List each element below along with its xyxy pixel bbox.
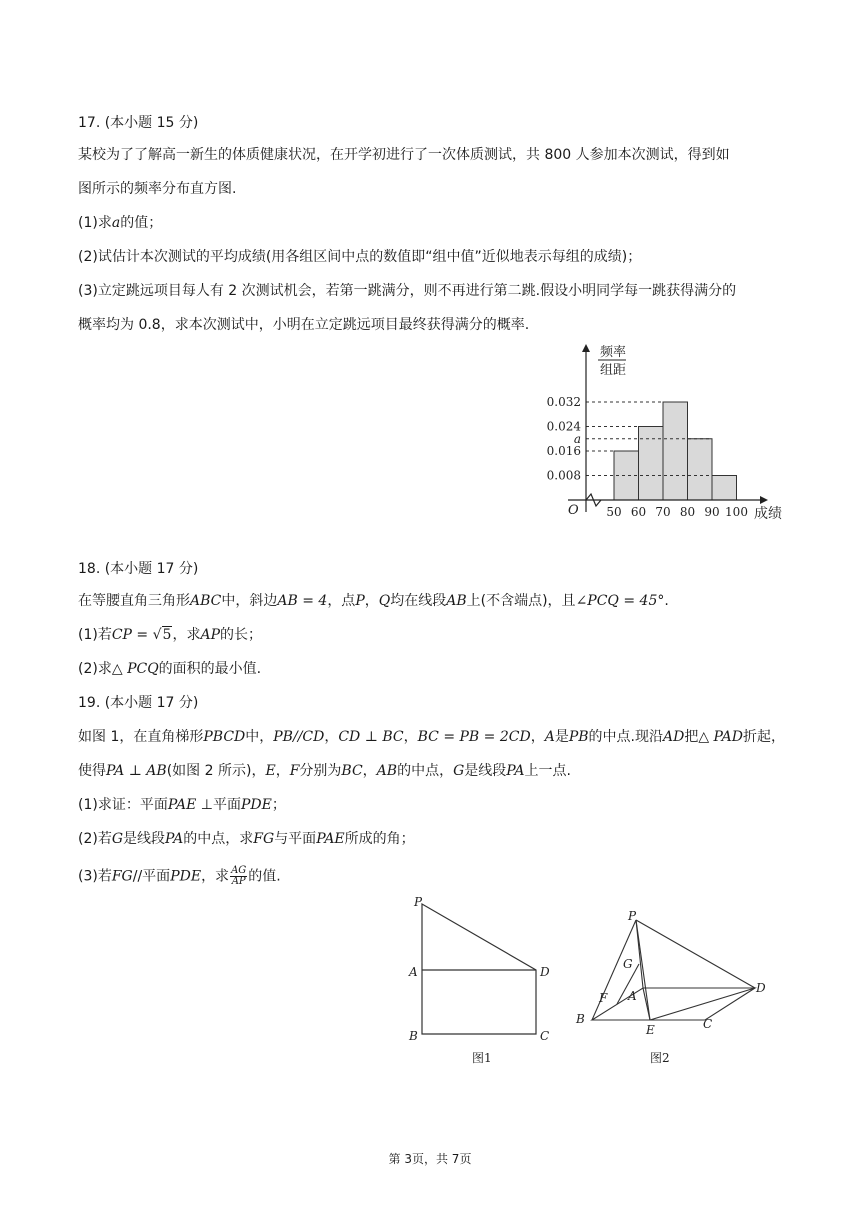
label-B: B xyxy=(576,1012,585,1026)
text: ， xyxy=(362,763,377,779)
text: 使得 xyxy=(78,763,106,779)
xlabel: 成绩 xyxy=(754,506,782,522)
histogram-bars xyxy=(614,402,737,500)
math: PDE xyxy=(170,868,202,885)
q19-intro-line1 xyxy=(78,728,785,746)
text: 的面积的最小值. xyxy=(158,661,262,677)
text: 是线段 xyxy=(123,831,166,847)
math: AB xyxy=(376,763,398,779)
text: (1)求 xyxy=(78,215,112,231)
text: 是 xyxy=(554,729,569,745)
y-tick-label: 0.032 xyxy=(546,395,581,409)
math: CP = xyxy=(111,627,153,643)
math: ABC xyxy=(190,593,222,609)
text: 如图 1，在直角梯形 xyxy=(78,729,204,745)
q19-part2 xyxy=(78,830,415,848)
x-tick-label: 50 xyxy=(606,505,622,519)
histogram-bar xyxy=(663,402,688,500)
q18-part2 xyxy=(78,660,261,678)
fraction-ag-over-ap xyxy=(230,866,247,887)
text: 的值； xyxy=(120,215,163,231)
q19-part3 xyxy=(78,866,281,887)
text: 的值. xyxy=(248,868,281,885)
histogram-bar xyxy=(712,476,737,501)
text: ， xyxy=(364,593,379,609)
q17-intro-line1: 某校为了了解高一新生的体质健康状况，在开学初进行了一次体质测试，共 800 人参加本次测试，得到如 xyxy=(78,147,730,163)
math: Q xyxy=(378,593,391,609)
frequency-histogram xyxy=(528,336,798,528)
text: 与平面 xyxy=(274,831,317,847)
label-B: B xyxy=(409,1029,418,1043)
q18-header: 18. (本小题 17 分) xyxy=(78,561,199,577)
label-A: A xyxy=(409,965,418,979)
text: (2)若 xyxy=(78,831,112,847)
math: BC xyxy=(341,763,363,779)
text: 把△ xyxy=(684,729,714,745)
y-axis-arrow xyxy=(582,344,590,352)
math: PA xyxy=(506,763,525,779)
figure-2-folded-solid xyxy=(570,900,770,1072)
trapezoid-outline xyxy=(422,904,536,1034)
label-A: A xyxy=(628,989,637,1003)
label-E: E xyxy=(646,1023,655,1037)
text: ， xyxy=(324,729,339,745)
figure-1-trapezoid xyxy=(400,890,570,1072)
sqrt-radicand: 5 xyxy=(162,627,172,643)
math: CD ⊥ BC xyxy=(338,729,404,745)
text: (1)求证：平面 xyxy=(78,797,168,813)
segment-PD xyxy=(636,920,755,988)
histogram-bar xyxy=(639,427,664,501)
text: ，求 xyxy=(201,868,230,885)
math: BC = PB = 2CD xyxy=(417,729,531,745)
y-tick-label: a xyxy=(573,431,581,446)
math: PB xyxy=(568,729,589,745)
math: PA ⊥ AB xyxy=(106,763,167,779)
q18-part1 xyxy=(78,626,262,644)
segment-PE xyxy=(636,920,650,1020)
text: 是线段 xyxy=(464,763,507,779)
figure-1-caption: 图1 xyxy=(472,1051,492,1065)
q19-header: 19. (本小题 17 分) xyxy=(78,695,199,711)
label-P: P xyxy=(414,895,423,909)
q18-intro xyxy=(78,592,669,610)
text: ， xyxy=(403,729,418,745)
page-footer: 第 3页，共 7页 xyxy=(388,1152,472,1166)
histogram-bar xyxy=(688,439,713,500)
text: (2)求△ xyxy=(78,661,128,677)
math: PAD xyxy=(713,729,744,745)
math: FG xyxy=(253,831,275,847)
label-C: C xyxy=(540,1029,550,1043)
y-tick-label: 0.008 xyxy=(546,468,581,483)
math: G xyxy=(453,763,465,779)
text: 上(不含端点)，且 xyxy=(466,593,576,609)
q19-intro-line2 xyxy=(78,762,571,780)
x-axis-arrow xyxy=(760,496,768,504)
text: 中， xyxy=(245,729,274,745)
text: ； xyxy=(271,797,286,813)
label-C: C xyxy=(703,1017,713,1031)
math: PB//CD xyxy=(273,729,325,745)
fraction-numerator: AG xyxy=(231,865,247,876)
text: ⊥平面 xyxy=(196,797,241,813)
q17-part1 xyxy=(78,214,162,232)
math: ∠PCQ = 45° xyxy=(575,593,665,609)
math: AB = 4 xyxy=(277,593,328,609)
math: P xyxy=(355,593,365,609)
math: PDE xyxy=(240,797,272,813)
text: 所成的角； xyxy=(344,831,415,847)
text: 分别为 xyxy=(299,763,342,779)
q17-part3-line1: (3)立定跳远项目每人有 2 次测试机会，若第一跳满分，则不再进行第二跳.假设小明同学每一跳获得满分的 xyxy=(78,283,737,299)
origin-label: O xyxy=(568,503,579,518)
label-P: P xyxy=(628,909,637,923)
label-G: G xyxy=(623,957,633,971)
text: ，点 xyxy=(327,593,356,609)
label-D: D xyxy=(756,981,766,995)
text: 的中点.现沿 xyxy=(588,729,663,745)
text: ， xyxy=(275,763,290,779)
segment-DE xyxy=(650,988,755,1020)
ylabel-denominator: 组距 xyxy=(600,363,627,378)
text: ， xyxy=(530,729,545,745)
q17-part2: (2)试估计本次测试的平均成绩(用各组区间中点的数值即“组中值”近似地表示每组的成绩)； xyxy=(78,249,642,265)
q19-part1 xyxy=(78,796,286,814)
y-tick-label: 0.016 xyxy=(546,444,581,458)
sqrt-expression: √5 xyxy=(152,627,172,643)
math: AB xyxy=(446,593,467,609)
q17-intro-line2: 图所示的频率分布直方图. xyxy=(78,181,237,197)
math: F xyxy=(289,763,300,779)
text: (3)若 xyxy=(78,868,112,885)
math: G xyxy=(111,831,124,847)
text: 在等腰直角三角形 xyxy=(78,593,190,609)
y-tick-labels xyxy=(547,395,582,483)
label-F: F xyxy=(599,991,608,1005)
text: 中，斜边 xyxy=(221,593,278,609)
text: (如图 2 所示)， xyxy=(166,763,266,779)
x-tick-label: 60 xyxy=(630,505,647,519)
q17-part3-line2: 概率均为 0.8，求本次测试中，小明在立定跳远项目最终获得满分的概率. xyxy=(78,317,530,333)
label-D: D xyxy=(540,965,550,979)
figure-2-caption: 图2 xyxy=(650,1051,670,1065)
math: A xyxy=(544,729,555,745)
math: PBCD xyxy=(203,729,246,745)
x-tick-label: 90 xyxy=(704,505,720,519)
math: AD xyxy=(662,729,685,745)
y-tick-label: 0.024 xyxy=(546,419,581,434)
text: 的中点，求 xyxy=(183,831,254,847)
base-quadrilateral xyxy=(592,988,755,1020)
math: PCQ xyxy=(127,661,159,677)
x-tick-labels xyxy=(606,505,748,519)
text: 均在线段 xyxy=(390,593,447,609)
text: ，求 xyxy=(172,627,201,643)
math-var: a xyxy=(111,215,121,231)
x-tick-label: 100 xyxy=(725,505,748,519)
math: AP xyxy=(200,627,220,643)
q17-header: 17. (本小题 15 分) xyxy=(78,115,199,131)
math: FG xyxy=(111,868,133,885)
x-tick-label: 80 xyxy=(679,505,696,519)
math: E xyxy=(265,763,276,779)
ylabel-numerator: 频率 xyxy=(600,345,627,360)
text: (1)若 xyxy=(78,627,112,643)
math: PAE xyxy=(316,831,345,847)
fraction-denominator: AP xyxy=(231,876,246,887)
text: 上一点. xyxy=(524,763,571,779)
text: //平面 xyxy=(132,868,171,885)
text: 折起， xyxy=(743,729,786,745)
text: . xyxy=(664,593,669,609)
math: PAE xyxy=(167,797,197,813)
x-tick-label: 70 xyxy=(655,505,671,519)
text: 的长； xyxy=(219,627,262,643)
math: PA xyxy=(165,831,184,847)
text: 的中点， xyxy=(397,763,454,779)
